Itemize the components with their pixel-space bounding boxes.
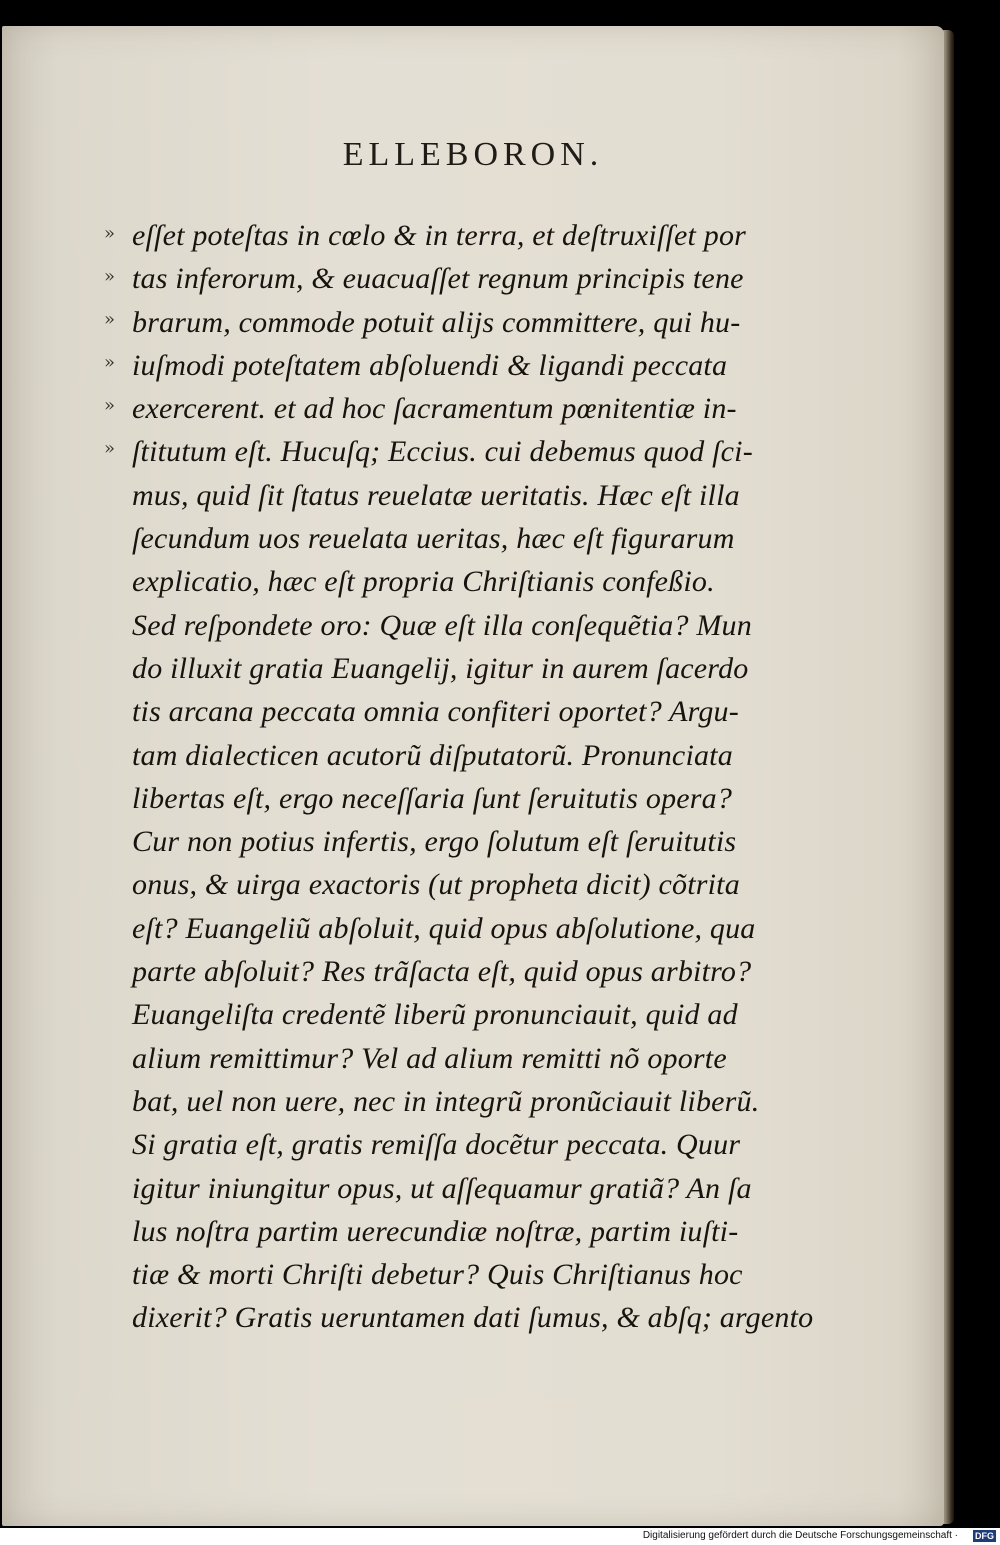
text-line: lus noſtra partim uerecundiæ noſtræ, partim iuſti- xyxy=(132,1214,739,1248)
book-page xyxy=(2,26,944,1526)
text-line: parte abſoluit? Res trãſacta eſt, quid opus arbitro? xyxy=(132,955,752,989)
text-line: explicatio, hæc eſt propria Chriſtianis confeßio. xyxy=(132,565,715,599)
text-line: onus, & uirga exactoris (ut propheta dicit) cõtrita xyxy=(132,868,740,902)
text-line: eſſet poteſtas in cœlo & in terra, et deſtruxiſſet por xyxy=(132,219,747,252)
quote-mark: » xyxy=(104,395,116,416)
quote-mark: » xyxy=(104,309,116,330)
quote-marks-column xyxy=(104,220,134,478)
text-line: igitur iniungitur opus, ut aſſequamur gratiã? An ſa xyxy=(132,1171,752,1205)
text-line: ſtitutum eſt. Hucuſq; Eccius. cui debemus quod ſci- xyxy=(132,435,753,469)
text-line: mus, quid ſit ſtatus reuelatæ ueritatis. Hæc eſt illa xyxy=(132,478,740,512)
text-line: bat, uel non uere, nec in integrũ pronũciauit liberũ. xyxy=(132,1084,760,1118)
text-line: do illuxit gratia Euangelij, igitur in aurem ſacerdo xyxy=(132,651,749,685)
footer-bar xyxy=(0,1528,1000,1545)
running-head: ELLEBORON. xyxy=(342,136,604,173)
text-line: tas inferorum, & euacuaſſet regnum principis tene xyxy=(132,262,744,296)
dfg-logo[interactable]: DFG xyxy=(975,1531,994,1541)
text-line: alium remittimur? Vel ad alium remitti nõ oporte xyxy=(132,1041,727,1075)
quote-mark: » xyxy=(104,352,116,373)
quote-mark: » xyxy=(104,223,116,244)
text-line: eſt? Euangeliũ abſoluit, quid opus abſolutione, qua xyxy=(132,911,756,945)
text-line: exercerent. et ad hoc ſacramentum pœnitentiæ in- xyxy=(132,392,737,426)
text-line: ſecundum uos reuelata ueritas, hæc eſt figurarum xyxy=(132,522,735,556)
text-line: tam dialecticen acutorũ diſputatorũ. Pronunciata xyxy=(132,738,733,772)
funding-credit: Digitalisierung gefördert durch die Deutsche Forschungsgemeinschaft · xyxy=(642,1530,958,1541)
text-line: brarum, commode potuit alijs committere, qui hu- xyxy=(132,305,741,339)
text-line: Euangeliſta credentẽ liberũ pronunciauit, quid ad xyxy=(132,998,738,1032)
body-text xyxy=(132,214,814,1340)
text-line: Si gratia eſt, gratis remiſſa docẽtur peccata. Quur xyxy=(132,1128,741,1162)
text-line: Cur non potius infertis, ergo ſolutum eſt ſeruitutis xyxy=(132,825,737,859)
text-line: Sed reſpondete oro: Quæ eſt illa conſequẽtia? Mun xyxy=(132,608,752,642)
quote-mark: » xyxy=(104,266,116,287)
quote-mark: » xyxy=(104,438,116,459)
text-line: tis arcana peccata omnia confiteri oportet? Argu- xyxy=(132,695,739,729)
text-line: tiæ & morti Chriſti debetur? Quis Chriſtianus hoc xyxy=(132,1258,743,1292)
text-line: dixerit? Gratis ueruntamen dati ſumus, & abſq; argento xyxy=(132,1301,814,1335)
text-line: libertas eſt, ergo neceſſaria ſunt ſeruitutis opera? xyxy=(132,781,733,815)
text-line: iuſmodi poteſtatem abſoluendi & ligandi peccata xyxy=(132,348,728,382)
